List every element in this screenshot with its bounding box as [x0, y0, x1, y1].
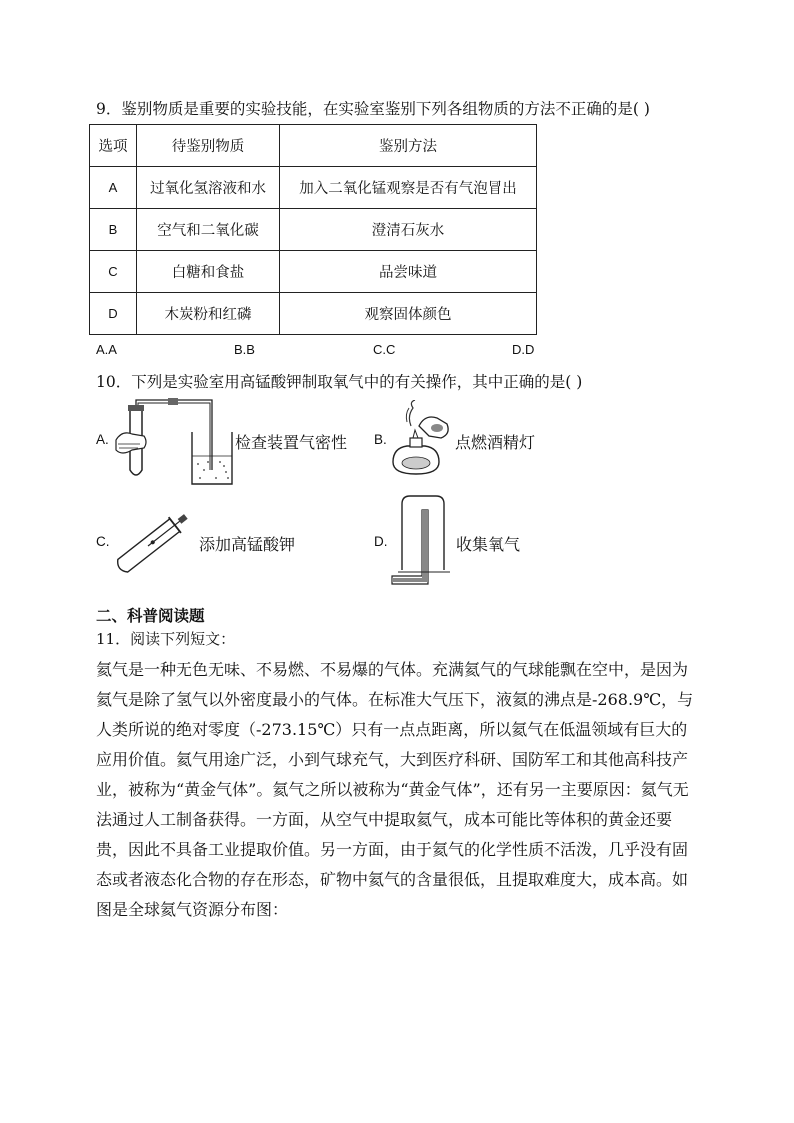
option-b-text: 点燃酒精灯 [455, 433, 536, 452]
table-cell: 观察固体颜色 [280, 293, 537, 335]
table-cell: 品尝味道 [280, 251, 537, 293]
table-cell: C [90, 251, 137, 293]
table-row [90, 293, 537, 335]
table-row [90, 167, 537, 209]
reading-passage: 氦气是一种无色无味、不易燃、不易爆的气体。充满氦气的气球能飘在空中，是因为氦气是除了氢气以外密度最小的气体。在标准大气压下，液氦的沸点是-268.9℃，与人类所说的绝对零度（-273.15℃）只有一点点距离，所以氦气在低温领域有巨大的应用价值。氦气用途广泛，小到气球充气，大到医疗科研、国防军工和其他高科技产业，被称为“黄金气体”。氦气之所以被称为“黄金气体”，还有另一主要原因：氦气无法通过人工制备获得。一方面，从空气中提取氦气，成本可能比等体积的黄金还要贵，因此不具备工业提取价值。另一方面，由于氦气的化学性质不活泼，几乎没有固态或者液态化合物的存在形态，矿物中氦气的含量很低，且提取难度大，成本高。如图是全球氦气资源分布图： [96, 660, 694, 919]
q9-table [89, 124, 537, 335]
table-cell: 澄清石灰水 [280, 209, 537, 251]
option-d-letter[interactable]: D. [374, 534, 388, 549]
option-a-text: 检查装置气密性 [235, 433, 348, 452]
q11-title: 11．阅读下列短文： [96, 630, 236, 648]
table-cell: B [90, 209, 137, 251]
answer-option-a[interactable]: A.A [96, 342, 117, 357]
option-d-text: 收集氧气 [456, 535, 521, 554]
table-header-cell: 待鉴别物质 [137, 125, 280, 167]
q9-title: 9．鉴别物质是重要的实验技能，在实验室鉴别下列各组物质的方法不正确的是( ) [96, 100, 650, 118]
lighting-alcohol-lamp-icon [385, 400, 453, 478]
q10-title: 10．下列是实验室用高锰酸钾制取氧气中的有关操作，其中正确的是( ) [96, 373, 583, 391]
airtight-check-apparatus-icon [110, 398, 236, 488]
answer-option-b[interactable]: B.B [234, 342, 255, 357]
option-b-letter[interactable]: B. [374, 432, 387, 447]
table-header-row [90, 125, 537, 167]
option-a-letter[interactable]: A. [96, 432, 109, 447]
table-cell: 白糖和食盐 [137, 251, 280, 293]
gas-collection-bottle-icon [388, 492, 458, 590]
section-title: 二、科普阅读题 [96, 608, 205, 625]
table-header-cell: 选项 [90, 125, 137, 167]
table-row [90, 251, 537, 293]
table-cell: 加入二氧化锰观察是否有气泡冒出 [280, 167, 537, 209]
table-cell: D [90, 293, 137, 335]
table-row [90, 209, 537, 251]
option-c-letter[interactable]: C. [96, 534, 110, 549]
table-cell: 空气和二氧化碳 [137, 209, 280, 251]
adding-powder-to-test-tube-icon [108, 508, 192, 578]
table-cell: 过氧化氢溶液和水 [137, 167, 280, 209]
option-c-text: 添加高锰酸钾 [199, 535, 296, 554]
answer-option-c[interactable]: C.C [373, 342, 396, 357]
table-header-cell: 鉴别方法 [280, 125, 537, 167]
answer-option-d[interactable]: D.D [512, 342, 535, 357]
table-cell: A [90, 167, 137, 209]
table-cell: 木炭粉和红磷 [137, 293, 280, 335]
